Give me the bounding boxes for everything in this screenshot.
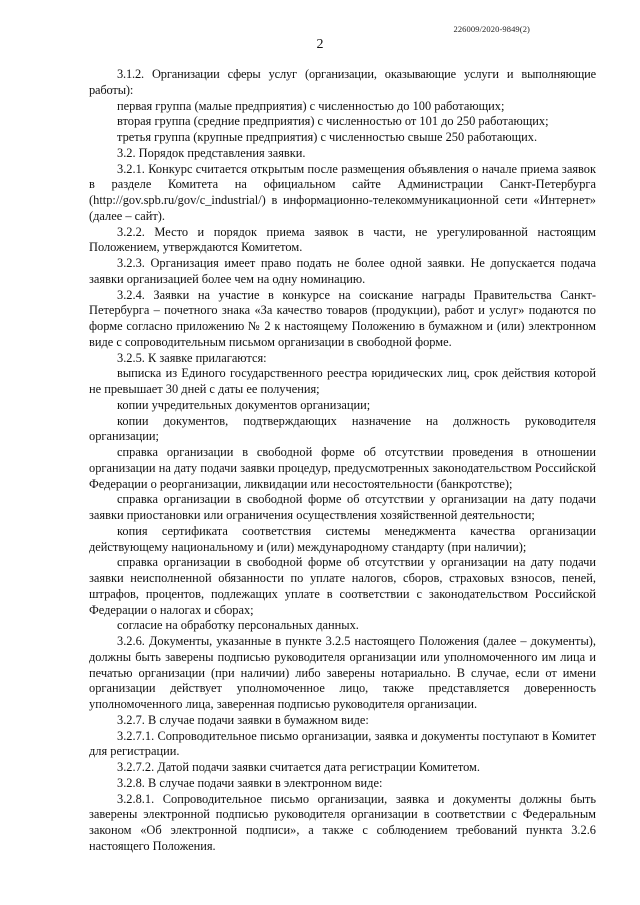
attachment-item: выписка из Единого государственного реестра юридических лиц, срок действия которой не превышает 30 дней с даты ее получения;: [89, 366, 596, 396]
registration-number: 226009/2020-9849(2): [453, 24, 530, 34]
attachment-item: согласие на обработку персональных данных.: [117, 618, 359, 633]
list-item-group-3: третья группа (крупные предприятия) с численностью свыше 250 работающих.: [117, 130, 538, 144]
paragraph-3-2-4: 3.2.4. Заявки на участие в конкурсе на соискание награды Правительства Санкт-Петербурга – почетного знака «За качество товаров (продукции), работ и услуг» подаются по форме согласно приложению № 2 к настоящему Положению в бумажном и (или) электронном виде с сопроводительным письмом организации в свободной форме.: [89, 287, 596, 349]
list-item-group-2: вторая группа (средние предприятия) с численностью от 101 до 250 работающих;: [117, 114, 549, 129]
attachment-item: копии учредительных документов организации;: [117, 397, 371, 412]
list-item-group-1: первая группа (малые предприятия) с численностью до 100 работающих;: [117, 98, 505, 113]
paragraph-3-1-2: 3.1.2. Организации сферы услуг (организации, оказывающие услуги и выполняющие работы):: [89, 67, 596, 97]
document-body: [89, 67, 596, 855]
paragraph-3-2-8-1: 3.2.8.1. Сопроводительное письмо организации, заявка и документы должны быть заверены электронной подписью руководителя организации в соответствии с Федеральным законом «Об электронной подписи», а также с соблюдением требований пункта 3.2.6 настоящего Положения.: [89, 791, 596, 853]
paragraph-3-2-7: 3.2.7. В случае подачи заявки в бумажном виде:: [117, 712, 369, 727]
paragraph-3-2-7-1: 3.2.7.1. Сопроводительное письмо организации, заявка и документы поступают в Комитет для регистрации.: [89, 728, 596, 759]
paragraph-3-2-1: 3.2.1. Конкурс считается открытым после размещения объявления о начале приема заявок в разделе Комитета на официальном сайте Администрации Санкт-Петербурга (http://gov.spb.ru/gov/c_industrial/) в информационно-телекоммуникационной сети «Интернет» (далее – сайт).: [89, 161, 596, 223]
attachment-item: справка организации в свободной форме об отсутствии у организации на дату подачи заявки приостановки или ограничения осуществления хозяйственной деятельности;: [89, 492, 596, 522]
attachment-item: справка организации в свободной форме об отсутствии у организации на дату подачи заявки неисполненной обязанности по уплате налогов, сборов, страховых взносов, пеней, штрафов, процентов, подлежащих уплате в соответствии с законодательством Российской Федерации о налогах и сборах;: [89, 555, 596, 617]
page-number: 2: [316, 37, 324, 52]
section-heading-3-2: 3.2. Порядок представления заявки.: [117, 145, 306, 160]
attachment-item: справка организации в свободной форме об отсутствии проведения в отношении организации на дату подачи заявки процедур, предусмотренных законодательством Российской Федерации о реорганизации, ликвидации или несостоятельности (банкротстве);: [89, 445, 596, 491]
paragraph-3-2-8: 3.2.8. В случае подачи заявки в электронном виде:: [117, 775, 383, 790]
paragraph-3-2-6: 3.2.6. Документы, указанные в пункте 3.2.5 настоящего Положения (далее – документы), должны быть заверены подписью руководителя организации или уполномоченного им лица и печатью организации (при наличии) либо заверены нотариально. В случае, если от имени организации действует уполномоченное лицо, также представляется доверенность уполномоченного лица, заверенная подписью руководителя организации.: [89, 634, 596, 711]
paragraph-3-2-2: 3.2.2. Место и порядок приема заявок в части, не урегулированной настоящим Положением, утверждаются Комитетом.: [89, 224, 596, 255]
paragraph-3-2-5: 3.2.5. К заявке прилагаются:: [117, 350, 267, 365]
attachment-item: копия сертификата соответствия системы менеджмента качества организации действующему национальному и (или) международному стандарту (при наличии);: [89, 523, 596, 554]
attachment-item: копии документов, подтверждающих назначение на должность руководителя организации;: [89, 413, 596, 444]
paragraph-3-2-7-2: 3.2.7.2. Датой подачи заявки считается дата регистрации Комитетом.: [117, 760, 480, 774]
paragraph-3-2-3: 3.2.3. Организация имеет право подать не более одной заявки. Не допускается подача заявки организацией более чем на одну номинацию.: [89, 256, 596, 286]
